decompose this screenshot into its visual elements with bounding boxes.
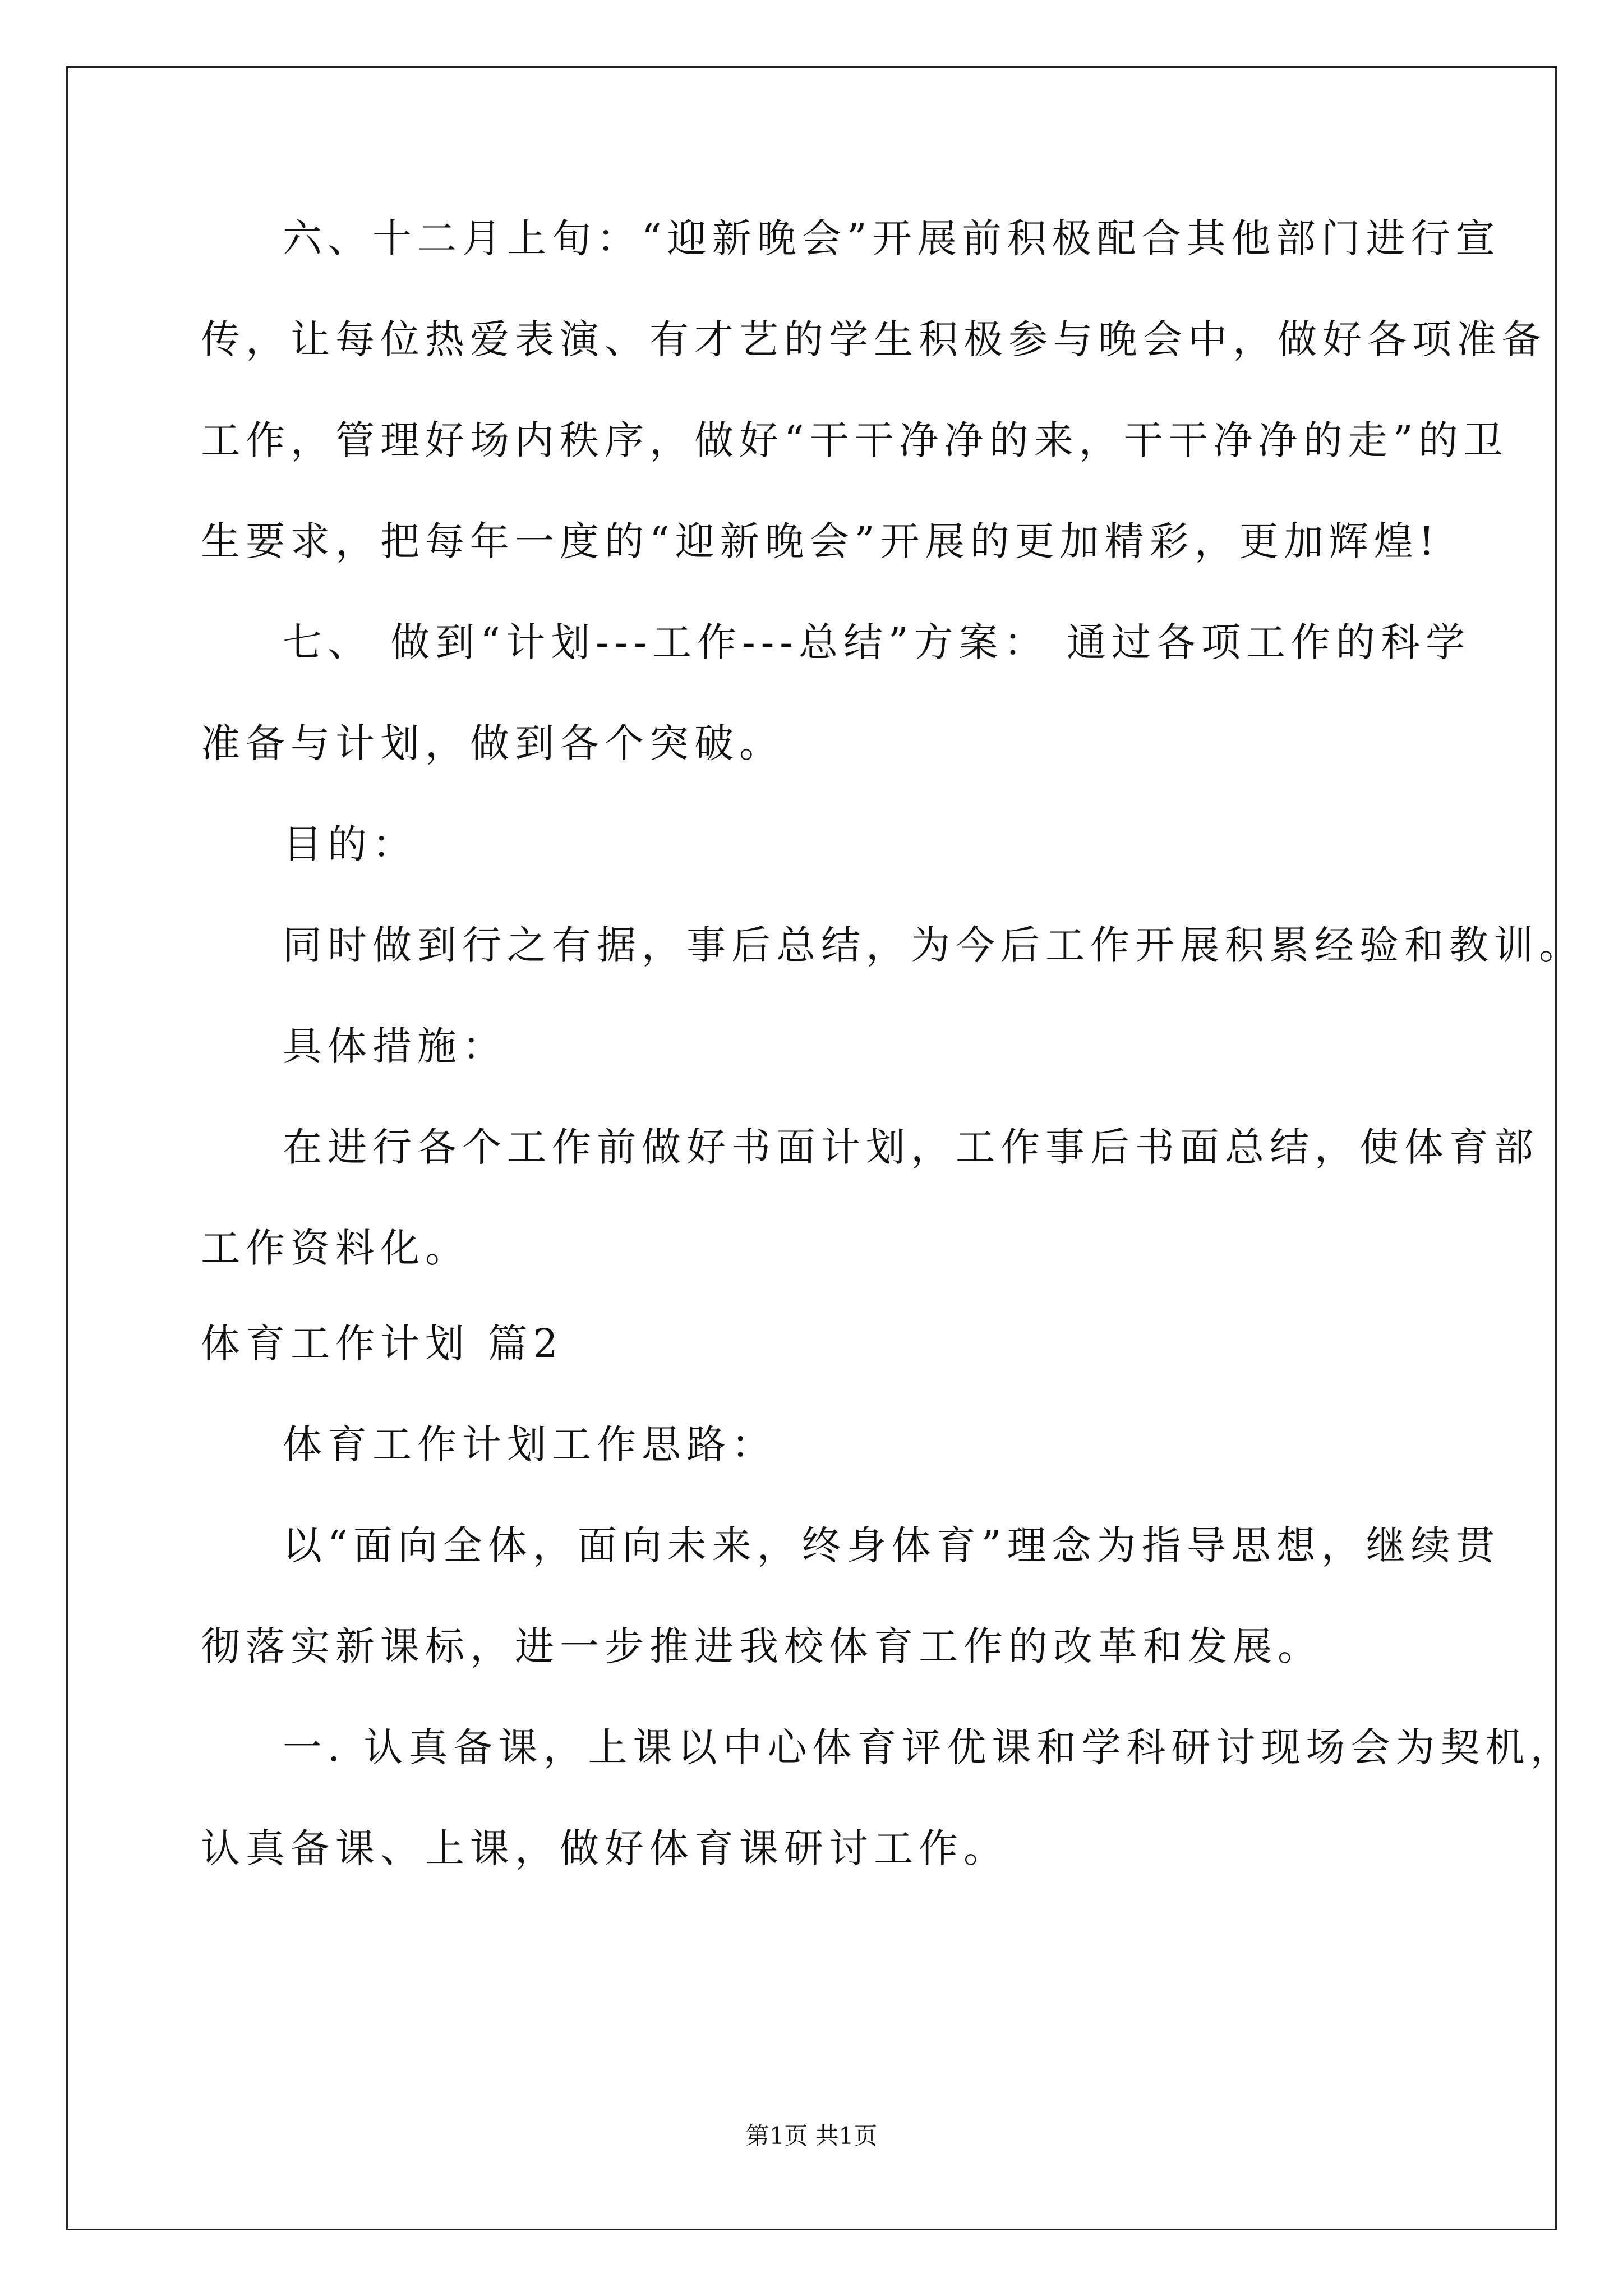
section-heading: 体育工作计划 篇2 bbox=[201, 1320, 564, 1366]
paragraph-line: 认真备课、上课，做好体育课研讨工作。 bbox=[201, 1825, 1008, 1871]
paragraph-line: 六、十二月上旬：“迎新晚会”开展前积极配合其他部门进行宣 bbox=[283, 215, 1501, 261]
paragraph-line: 工作，管理好场内秩序，做好“干干净净的来，干干净净的走”的卫 bbox=[201, 417, 1509, 463]
paragraph-line: 一. 认真备课，上课以中心体育评优课和学科研讨现场会为契机， bbox=[283, 1724, 1575, 1770]
paragraph-line: 生要求，把每年一度的“迎新晚会”开展的更加精彩，更加辉煌! bbox=[201, 518, 1440, 564]
paragraph-line: 彻落实新课标，进一步推进我校体育工作的改革和发展。 bbox=[201, 1623, 1322, 1669]
paragraph-line: 体育工作计划工作思路： bbox=[283, 1421, 776, 1467]
paragraph-line: 目的： bbox=[283, 821, 417, 867]
paragraph-line: 具体措施： bbox=[283, 1023, 507, 1069]
paragraph-line: 传，让每位热爱表演、有才艺的学生积极参与晚会中，做好各项准备 bbox=[201, 316, 1547, 362]
paragraph-line: 在进行各个工作前做好书面计划，工作事后书面总结，使体育部 bbox=[283, 1124, 1539, 1170]
paragraph-line: 同时做到行之有据，事后总结，为今后工作开展积累经验和教训。 bbox=[283, 922, 1584, 968]
page-number: 第1页 共1页 bbox=[745, 2122, 878, 2150]
paragraph-line: 七、 做到“计划---工作---总结”方案： 通过各项工作的科学 bbox=[283, 619, 1470, 665]
paragraph-line: 准备与计划，做到各个突破。 bbox=[201, 720, 784, 766]
paragraph-line: 工作资料化。 bbox=[201, 1225, 470, 1271]
paragraph-line: 以“面向全体，面向未来，终身体育”理念为指导思想，继续贯 bbox=[283, 1522, 1501, 1568]
